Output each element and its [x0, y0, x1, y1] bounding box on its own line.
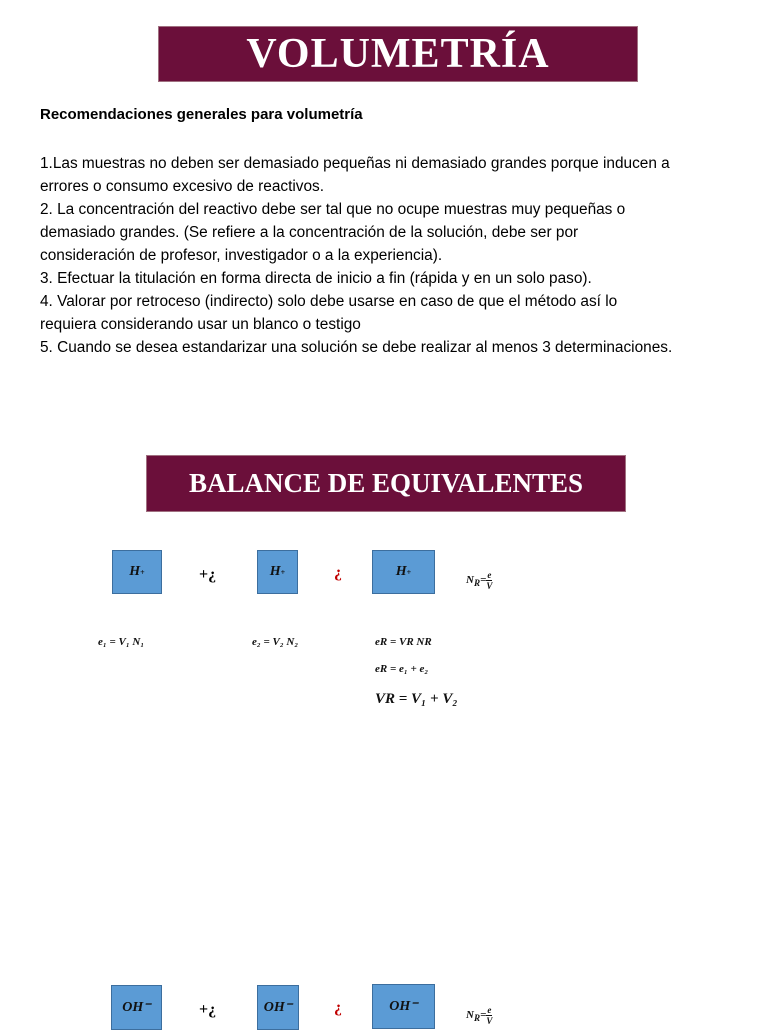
equation-e2: e₂ = V₂ N₂ [252, 636, 299, 648]
nr-subscript: R [473, 1013, 481, 1024]
nr-numerator: e [487, 1005, 492, 1015]
page-title: VOLUMETRÍA [246, 31, 550, 77]
plus-symbol: +¿ [199, 1001, 217, 1018]
h-ion-box-1 [112, 550, 162, 594]
nr-subscript: R [473, 578, 481, 589]
h-ion-box-3 [372, 550, 435, 594]
list-item: 3. Efectuar la titulación en forma directa de inicio a fin (rápida y en un solo paso). [40, 270, 592, 287]
balance-banner [146, 455, 626, 512]
list-item: errores o consumo excesivo de reactivos. [40, 178, 324, 195]
oh-ion-label: OH⁻ [122, 1000, 151, 1015]
list-item: demasiado grandes. (Se refiere a la concentración de la solución, debe ser por [40, 224, 579, 241]
nr-denominator: V [486, 1016, 493, 1026]
list-item: 4. Valorar por retroceso (indirecto) solo debe usarse en caso de que el método así lo [40, 293, 618, 310]
nr-denominator: V [486, 581, 493, 591]
charge-label: + [280, 567, 286, 577]
recommendations-heading: Recomendaciones generales para volumetría [40, 106, 363, 123]
list-item: 5. Cuando se desea estandarizar una solución se debe realizar al menos 3 determinaciones. [40, 339, 673, 356]
oh-ion-box-3 [372, 984, 435, 1029]
oh-ion-label: OH⁻ [389, 999, 418, 1014]
nr-label: N [466, 574, 474, 587]
plus-symbol: +¿ [199, 566, 217, 583]
nr-numerator: e [487, 570, 492, 580]
oh-ion-box-1 [111, 985, 162, 1030]
recommendations-list [40, 152, 760, 359]
charge-label: + [406, 567, 412, 577]
nr-label: N [466, 1009, 474, 1022]
oh-ion-box-2 [257, 985, 299, 1030]
list-item: requiera considerando usar un blanco o testigo [40, 316, 361, 333]
normality-formula: $N_R=$ $\frac{e}{V}$ [466, 1005, 493, 1026]
list-item: consideración de profesor, investigador o a la experiencia). [40, 247, 443, 264]
list-item: 2. La concentración del reactivo debe ser tal que no ocupe muestras muy pequeñas o [40, 201, 626, 218]
normality-formula: $N_R=$ $\frac{e}{V}$ [466, 570, 493, 591]
yields-symbol: ¿ [334, 564, 342, 581]
list-item: 1.Las muestras no deben ser demasiado pequeñas ni demasiado grandes porque inducen a [40, 155, 670, 172]
equation-er: eR = VR NR [375, 636, 432, 648]
equation-vr-sum: VR = V₁ + V₂ [375, 691, 458, 707]
equation-e1: e₁ = V₁ N₁ [98, 636, 145, 648]
charge-label: + [140, 567, 145, 577]
h-ion-label: H [129, 564, 141, 579]
equation-er-sum: eR = e₁ + e₂ [375, 663, 429, 675]
oh-ion-label: OH⁻ [263, 1000, 293, 1015]
h-ion-box-2 [257, 550, 298, 594]
yields-symbol: ¿ [334, 999, 342, 1016]
title-banner [158, 26, 638, 82]
h-ion-label: H [269, 564, 281, 579]
section-title: BALANCE DE EQUIVALENTES [188, 468, 584, 498]
h-ion-label: H [395, 564, 407, 579]
